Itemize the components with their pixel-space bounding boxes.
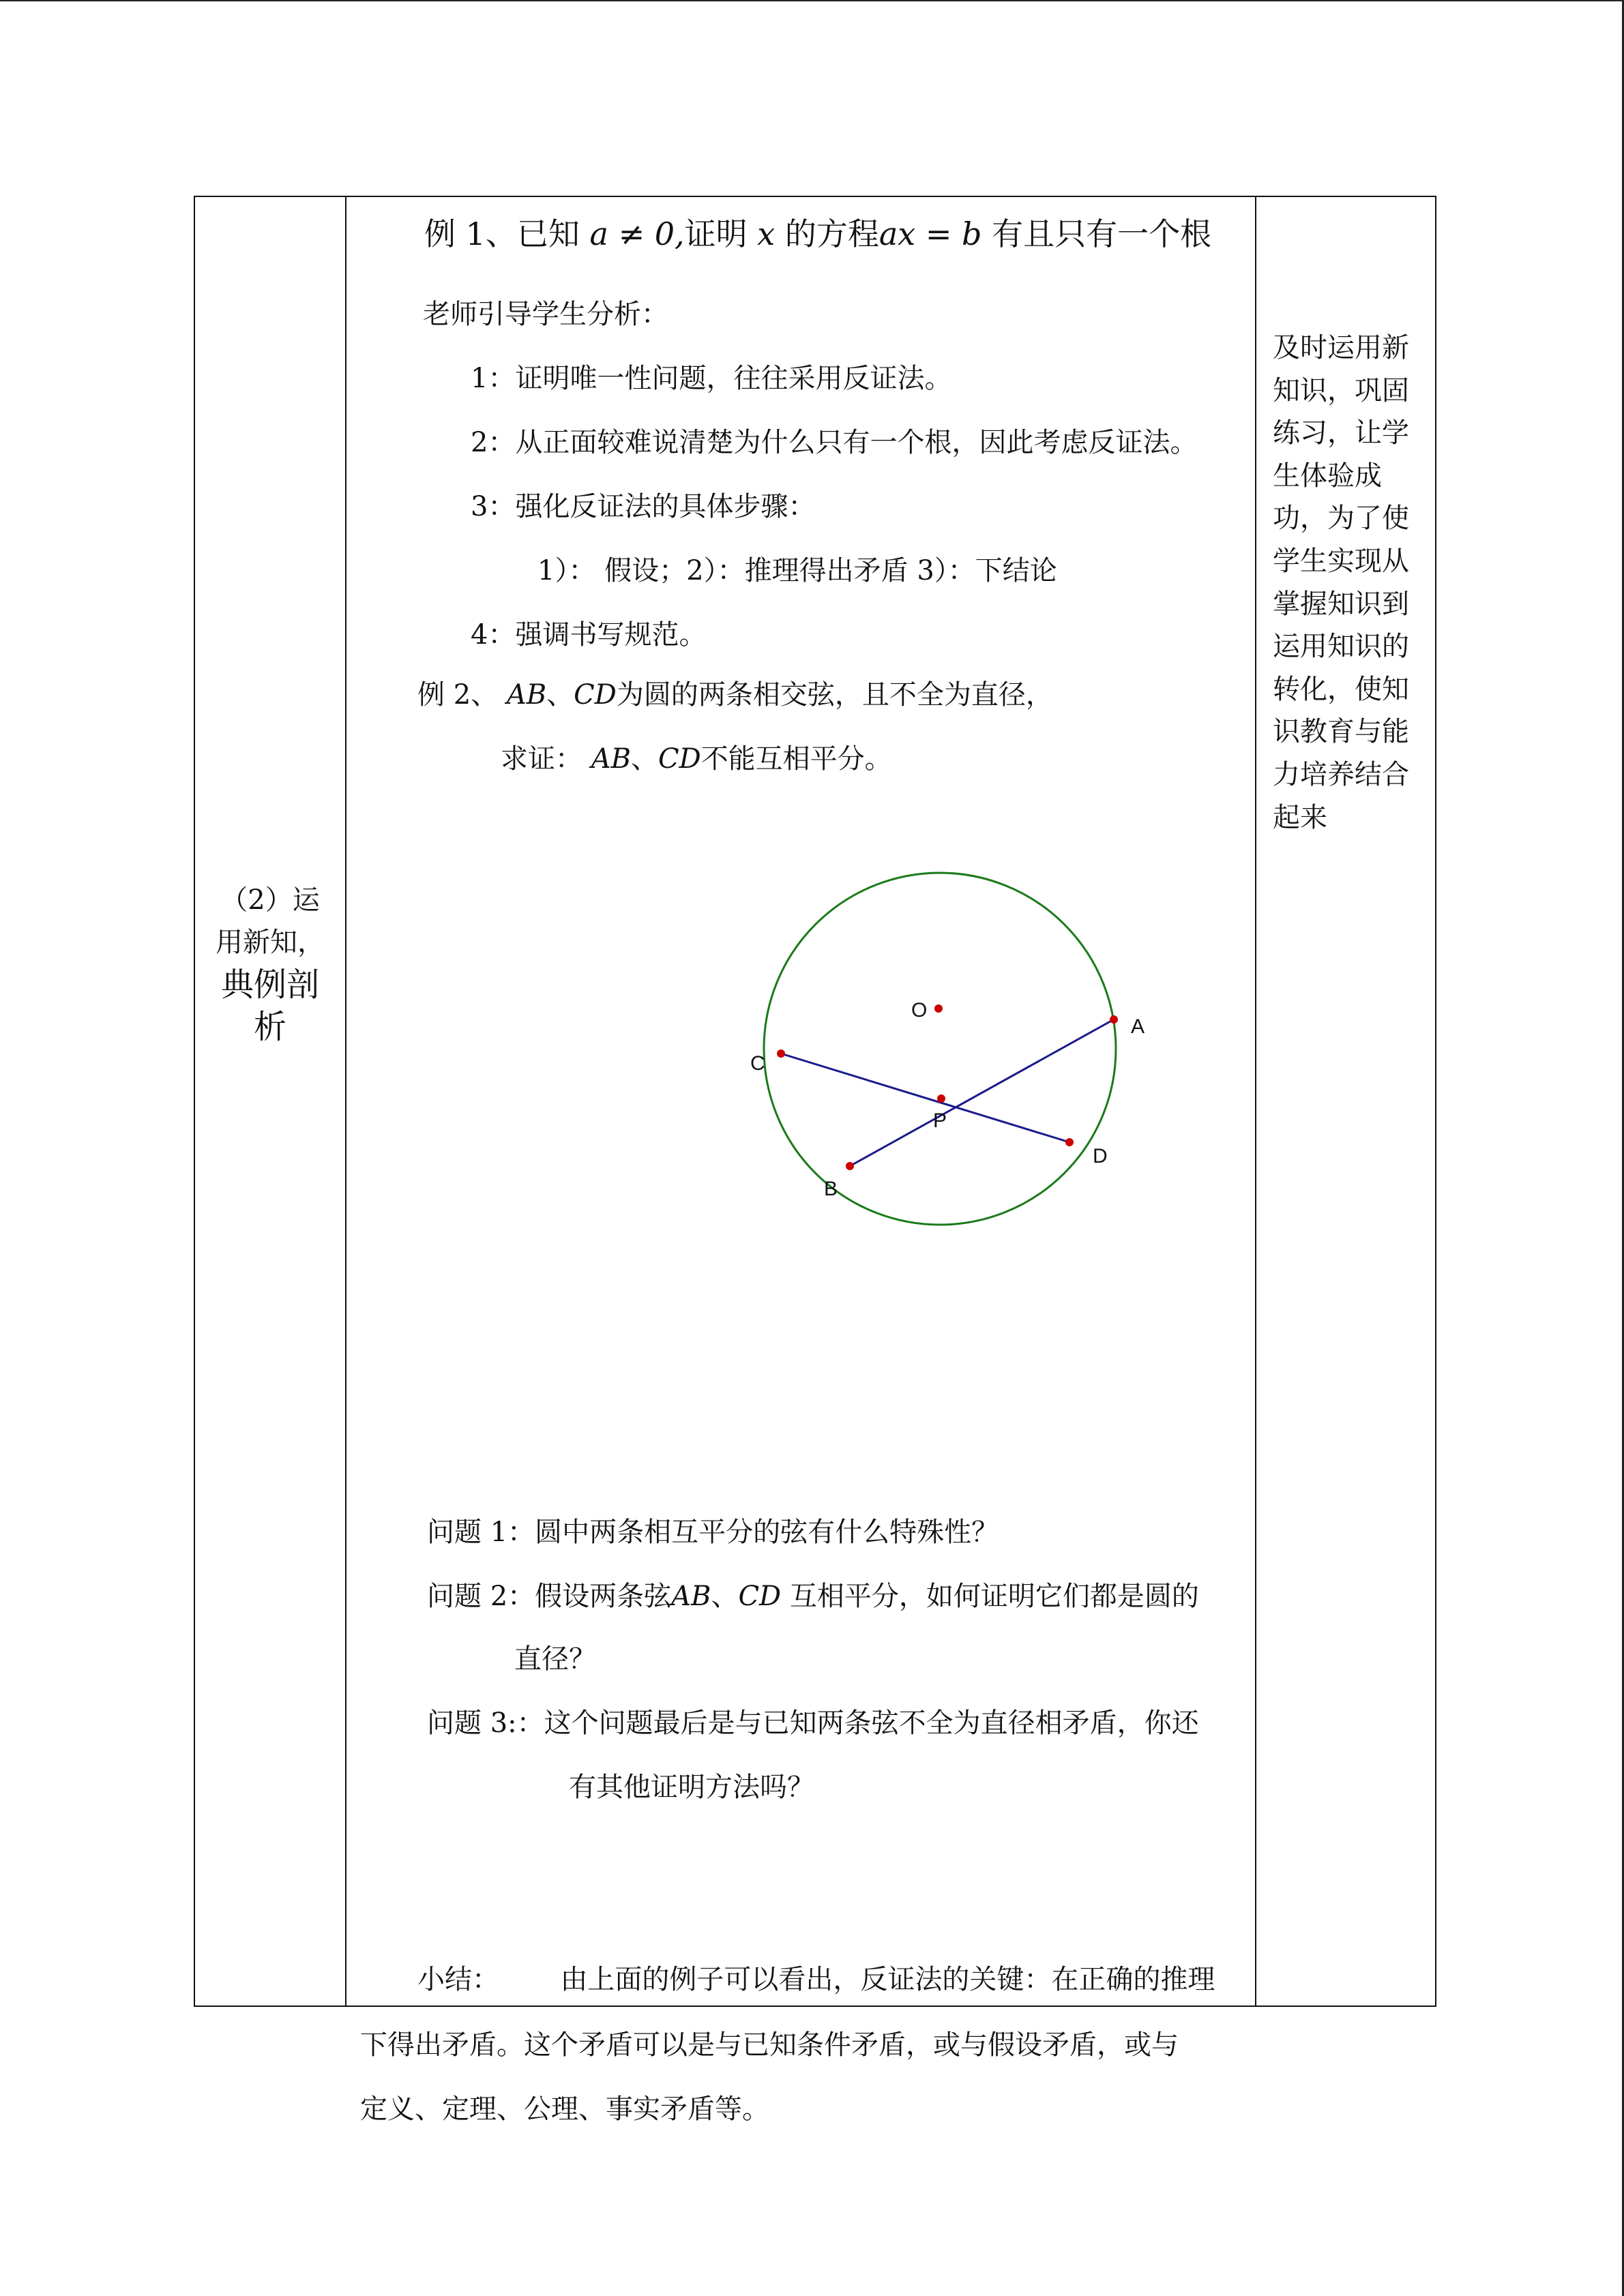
step-1: 1：证明唯一性问题，往往采用反证法。 (471, 363, 952, 394)
purpose-note-line: 起来 (1273, 801, 1327, 833)
example-1-prefix: 例 1、已知 (424, 215, 580, 252)
guide-intro: 老师引导学生分析： (423, 299, 668, 330)
lesson-table (194, 196, 1436, 2125)
circle-chords-figure (578, 859, 1260, 1459)
example-1-equation: ax = b (879, 215, 982, 252)
point-c (777, 1049, 785, 1058)
purpose-note-line: 功，为了使 (1273, 503, 1409, 535)
purpose-note-line: 掌握知识到 (1273, 588, 1409, 620)
purpose-note-line: 运用知识的 (1273, 631, 1409, 663)
stage-cell (194, 196, 346, 2006)
example-2-prove (501, 743, 892, 775)
label-d: D (1093, 1145, 1108, 1167)
summary-text-1: 由上面的例子可以看出，反证法的关键：在正确的推理 (560, 1964, 1215, 1995)
point-a (1110, 1015, 1118, 1024)
stage-label-line-1: （2）运 (220, 884, 320, 916)
purpose-note (1273, 327, 1420, 839)
page-top-border (0, 0, 1624, 1)
purpose-cell (1256, 196, 1436, 2006)
purpose-note-line: 转化，使知 (1273, 673, 1409, 705)
purpose-note-line: 识教育与能 (1273, 716, 1409, 748)
example-1-mid2: 的方程 (784, 215, 879, 252)
purpose-note-line: 及时运用新 (1273, 332, 1409, 363)
summary-line-1 (417, 1963, 1215, 1996)
question-3-continued: 有其他证明方法吗？ (569, 1772, 814, 1803)
purpose-note-line: 学生实现从 (1273, 545, 1409, 577)
chord-cd (781, 1054, 1069, 1142)
label-a: A (1131, 1015, 1145, 1038)
label-o: O (911, 999, 928, 1022)
question-2 (427, 1580, 1199, 1613)
summary-line-2: 下得出矛盾。这个矛盾可以是与已知条件矛盾，或与假设矛盾，或与 (360, 2029, 1179, 2061)
example-1 (424, 215, 1212, 252)
purpose-note-line: 练习，让学 (1273, 417, 1409, 449)
stage-label-line-2: 用新知， (216, 927, 325, 958)
summary-label: 小结： (417, 1964, 499, 1995)
prove-ab: AB (591, 743, 631, 775)
question-3: 问题 3:：这个问题最后是与已知两条弦不全为直径相矛盾，你还 (427, 1708, 1199, 1739)
example-1-variable: x (757, 215, 776, 252)
example-2-prefix: 例 2、 (417, 679, 499, 711)
label-b: B (824, 1178, 838, 1200)
example-1-mid: 证明 (684, 215, 748, 252)
prove-text: 不能互相平分。 (700, 743, 892, 775)
purpose-note-line: 生体验成 (1273, 460, 1382, 492)
question-2-sep: 、 (711, 1581, 739, 1612)
prove-cd: CD (658, 743, 701, 775)
example-2-cd: CD (574, 679, 617, 711)
question-2-text: 互相平分，如何证明它们都是圆的 (789, 1581, 1199, 1612)
label-c: C (750, 1052, 765, 1075)
prove-sep: 、 (631, 743, 658, 775)
question-2-ab: AB (671, 1581, 711, 1612)
prove-prefix: 求证： (501, 743, 582, 775)
stage-label-line-4: 析 (253, 1008, 286, 1046)
chord-ab (850, 1019, 1114, 1166)
label-p: P (933, 1109, 947, 1132)
content-cell (346, 196, 1256, 2125)
example-1-condition: a ≠ 0, (589, 215, 685, 252)
step-2: 2：从正面较难说清楚为什么只有一个根，因此考虑反证法。 (471, 427, 1198, 458)
stage-label-line-3: 典例剖 (220, 966, 319, 1004)
example-2-ab: AB (506, 679, 547, 711)
purpose-note-line: 力培养结合 (1273, 758, 1409, 790)
question-2-continued: 直径？ (514, 1643, 596, 1675)
question-2-cd: CD (738, 1581, 782, 1612)
example-2-text: 为圆的两条相交弦，且不全为直径， (616, 679, 1053, 711)
point-o (934, 1004, 943, 1013)
lesson-row (194, 196, 1436, 2006)
step-4: 4：强调书写规范。 (471, 619, 707, 651)
example-1-suffix: 有且只有一个根 (992, 215, 1212, 252)
example-2-sep: 、 (546, 679, 574, 711)
point-b (846, 1162, 854, 1170)
point-d (1065, 1138, 1074, 1146)
summary-line-3: 定义、定理、公理、事实矛盾等。 (360, 2093, 769, 2125)
step-3: 3：强化反证法的具体步骤： (471, 491, 816, 522)
point-p (937, 1094, 945, 1103)
purpose-note-line: 知识，巩固 (1273, 374, 1409, 406)
question-2-prefix: 问题 2：假设两条弦 (427, 1581, 672, 1612)
step-3-substeps: 1）： 假设；2）：推理得出矛盾 3）：下结论 (537, 555, 1057, 586)
stage-label (195, 879, 345, 1048)
question-1: 问题 1：圆中两条相互平分的弦有什么特殊性？ (427, 1517, 999, 1548)
example-2 (417, 679, 1053, 711)
